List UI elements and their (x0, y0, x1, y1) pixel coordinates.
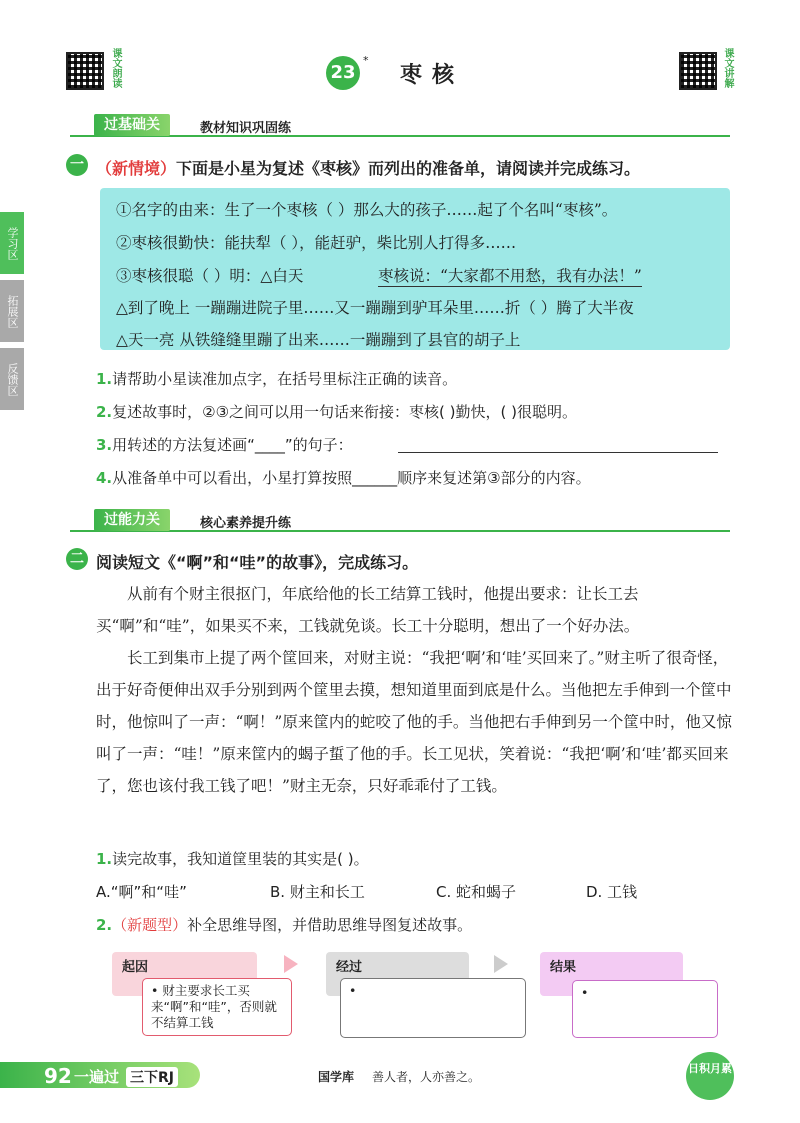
qr-code-left[interactable] (66, 52, 104, 90)
footer-quote: 善人者，人亦善之。 (372, 1070, 481, 1084)
item-3-answer-line[interactable] (398, 452, 718, 453)
daily-accumulation-badge: 日积月累 (686, 1052, 734, 1100)
prep-line-4: △到了晚上 一蹦蹦进院子里……又一蹦蹦到驴耳朵里……折（ ）腾了大半夜 (116, 299, 634, 317)
item-1: 1.请帮助小星读准加点字，在括号里标注正确的读音。 (96, 370, 458, 388)
item-2: 2.复述故事时，②③之间可以用一句话来衔接：枣核( )勤快，( )很聪明。 (96, 403, 577, 421)
item-3: 3.用转述的方法复述画“____”的句子： (96, 436, 353, 454)
section1-tag: 过基础关 (94, 114, 170, 136)
grade-label: 三下RJ (126, 1067, 178, 1087)
story-paragraph-1: 从前有个财主很抠门，年底给他的长工结算工钱时，他提出要求：让长工去买“啊”和“哇”，如果买不来，工钱就免谈。长工十分聪明，想出了一个好办法。 (96, 585, 640, 635)
arrow-right-icon (284, 955, 298, 973)
sub-question-1: 1.读完故事，我知道筐里装的其实是( )。 (96, 850, 369, 868)
lesson-star: * (363, 54, 369, 67)
mindmap-start-box: • 财主要求长工买来“啊”和“哇”，否则就不结算工钱 (142, 978, 292, 1036)
section2-subtitle: 核心素养提升练 (200, 516, 292, 531)
prep-line-2: ②枣核很勤快：能扶犁（ ），能赶驴，柴比别人打得多…… (116, 234, 517, 252)
question2-number: 二 (66, 548, 88, 570)
option-c[interactable]: C. 蛇和蝎子 (436, 883, 517, 901)
question1-number: 一 (66, 154, 88, 176)
side-tab-extend[interactable]: 拓展区 (0, 280, 24, 342)
qr-left-label: 课文朗读 (110, 48, 121, 88)
page-number: 92 (44, 1064, 72, 1088)
prep-line-1: ①名字的由来：生了一个枣核（ ）那么大的孩子……起了个名叫“枣核”。 (116, 201, 618, 219)
brand-name: 一遍过 (74, 1068, 120, 1086)
sub-question-2: 2.（新题型）补全思维导图，并借助思维导图复述故事。 (96, 916, 473, 934)
question1-title (96, 156, 640, 179)
lesson-number-badge: 23 (326, 56, 360, 90)
question2-title: 阅读短文《“啊”和“哇”的故事》，完成练习。 (96, 553, 419, 572)
mindmap-middle-header: 经过 (326, 952, 469, 996)
arrow-right-icon (494, 955, 508, 973)
prep-line-3-underlined: 枣核说：“大家都不用愁，我有办法！” (378, 264, 642, 287)
mindmap-end-header: 结果 (540, 952, 683, 996)
item-4: 4.从准备单中可以看出，小星打算按照______顺序来复述第③部分的内容。 (96, 469, 591, 487)
section1-subtitle: 教材知识巩固练 (200, 121, 292, 136)
mindmap-end-box[interactable]: • (572, 980, 718, 1038)
mindmap-start-header: 起因 (112, 952, 257, 996)
option-a[interactable]: A.“啊”和“哇” (96, 883, 187, 901)
qr-right-label: 课文讲解 (722, 48, 733, 88)
section2-tag: 过能力关 (94, 509, 170, 531)
question1-text: 下面是小星为复述《枣核》而列出的准备单，请阅读并完成练习。 (176, 159, 641, 178)
side-tab-feedback[interactable]: 反馈区 (0, 348, 24, 410)
option-b[interactable]: B. 财主和长工 (270, 883, 365, 901)
prep-line-5: △天一亮 从铁缝缝里蹦了出来……一蹦蹦到了县官的胡子上 (116, 331, 521, 349)
side-tab-study[interactable]: 学习区 (0, 212, 24, 274)
question1-tag: （新情境） (96, 159, 177, 178)
qr-code-right[interactable] (679, 52, 717, 90)
story-paragraph-2: 长工到集市上提了两个筐回来，对财主说：“我把‘啊’和‘哇’买回来了。”财主听了很奇怪，出于好奇便伸出双手分别到两个筐里去摸，想知道里面到底是什么。当他把左手伸到一个筐中时，他惊叫了一声：“啊！”原来筐内的蛇咬了他的手。当他把右手伸到另一个筐中时，他又惊叫了一声：“哇！”原来筐内的蝎子蜇了他的手。长工见状，笑着说：“我把‘啊’和‘哇’都买回来了，您也该付我工钱了吧！”财主无奈，只好乖乖付了工钱。 (96, 649, 732, 795)
prep-line-3: ③枣核很聪（ ）明：△白天 (116, 267, 304, 285)
option-d[interactable]: D. 工钱 (586, 883, 638, 901)
quote-label: 国学库 (318, 1070, 355, 1084)
mindmap-middle-box[interactable]: • (340, 978, 526, 1038)
lesson-title: 枣核 (400, 63, 465, 88)
